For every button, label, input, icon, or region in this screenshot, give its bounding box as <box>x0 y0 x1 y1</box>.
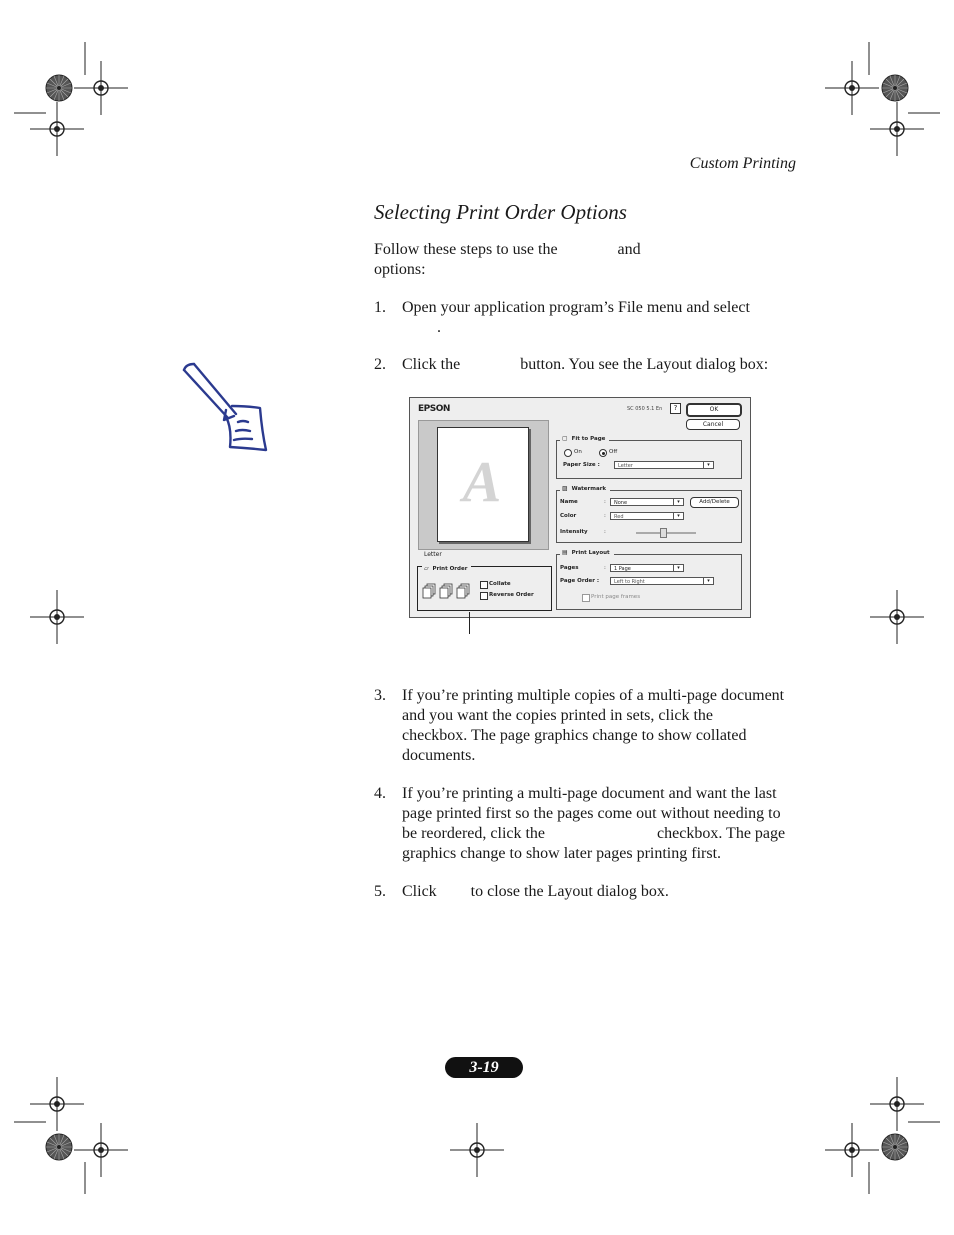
section-title: Selecting Print Order Options <box>374 200 627 224</box>
watermark-label: Watermark <box>571 486 607 492</box>
reverse-order-label: Reverse Order <box>489 592 534 598</box>
chevron-down-icon: ▾ <box>673 565 683 571</box>
chevron-down-icon: ▾ <box>703 462 713 468</box>
help-icon[interactable]: ? <box>670 403 681 414</box>
chevron-down-icon: ▾ <box>673 499 683 505</box>
paper-size-value: Letter <box>618 463 633 469</box>
intro-text-c: options: <box>374 261 426 278</box>
wm-color-label: Color <box>560 513 577 519</box>
page-icon: ▢ <box>562 435 568 442</box>
fit-to-page-label: Fit to Page <box>571 436 606 442</box>
page-number-badge: 3-19 <box>445 1057 523 1078</box>
epson-logo: EPSON <box>418 404 450 414</box>
step-text: If you’re printing a multi-page document and want the last <box>402 785 777 802</box>
intro-text-b: and <box>617 241 641 258</box>
pages-value: 1 Page <box>614 566 631 572</box>
page-order-label: Page Order : <box>560 578 600 584</box>
print-order-label: Print Order <box>432 566 468 572</box>
wm-color-value: Red <box>614 514 624 520</box>
step-text: Open your application program’s File menu and select <box>402 299 750 316</box>
running-header: Custom Printing <box>689 155 796 172</box>
fit-off-label: Off <box>609 449 618 455</box>
layout-icon: ▤ <box>562 549 568 556</box>
intro-text-a: Follow these steps to use the <box>374 241 558 258</box>
page-order-value: Left to Right <box>614 579 645 585</box>
step-text: and you want the copies printed in sets, click the <box>402 707 714 724</box>
wm-intensity-label: Intensity <box>560 529 588 535</box>
print-layout-label: Print Layout <box>571 550 610 556</box>
step-text: If you’re printing multiple copies of a multi-page document <box>402 687 785 704</box>
preview-letter: A <box>462 449 502 514</box>
pages-label: Pages <box>560 565 579 571</box>
step-number: 4. <box>374 785 386 802</box>
ok-button[interactable]: OK <box>686 403 742 417</box>
step-text: be reordered, click the <box>402 825 546 842</box>
step-text: checkbox. The page <box>657 825 786 842</box>
step-number: 5. <box>374 883 386 900</box>
step-text: button. You see the Layout dialog box: <box>520 356 769 373</box>
wm-color-colon: : <box>604 513 606 519</box>
copies-icon: ▱ <box>424 565 429 572</box>
collate-label: Collate <box>489 581 511 587</box>
driver-version: SC 050 5.1 En <box>627 406 663 412</box>
step-text: graphics change to show later pages printing first. <box>402 845 722 862</box>
pages-colon: : <box>604 565 606 571</box>
print-frames-label: Print page frames <box>591 594 641 600</box>
wm-intensity-colon: : <box>604 529 606 535</box>
step-number: 2. <box>374 356 386 373</box>
paper-size-label: Paper Size : <box>563 462 600 468</box>
step-number: 1. <box>374 299 386 316</box>
step-text: documents. <box>402 747 476 764</box>
step-text: to close the Layout dialog box. <box>470 883 669 900</box>
step-text: page printed first so the pages come out without needing to <box>402 805 781 822</box>
cancel-button[interactable]: Cancel <box>686 419 740 430</box>
fit-on-label: On <box>574 449 582 455</box>
step-number: 3. <box>374 687 386 704</box>
chevron-down-icon: ▾ <box>703 578 713 584</box>
watermark-icon: ▨ <box>562 485 568 492</box>
wm-name-value: None <box>614 500 628 506</box>
step-text: Click the <box>402 356 461 373</box>
add-delete-button[interactable]: Add/Delete <box>690 497 739 508</box>
chevron-down-icon: ▾ <box>673 513 683 519</box>
step-text: checkbox. The page graphics change to show collated <box>402 727 747 744</box>
wm-name-colon: : <box>604 499 606 505</box>
step-text: . <box>437 319 441 336</box>
step-text: Click <box>402 883 437 900</box>
wm-name-label: Name <box>560 499 578 505</box>
paper-name-label: Letter <box>424 551 442 558</box>
